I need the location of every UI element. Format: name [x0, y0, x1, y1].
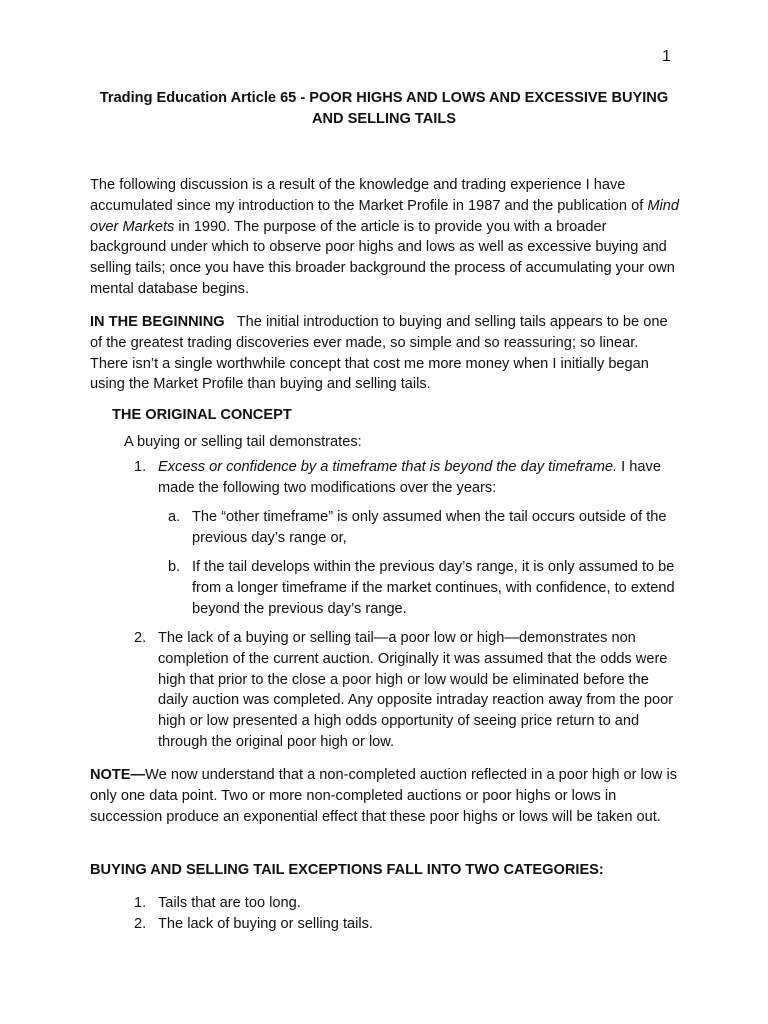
sub-item-a-text: The “other timeframe” is only assumed when the tail occurs outside of the previous day’s range or,: [192, 509, 667, 546]
beginning-heading: IN THE BEGINNING: [90, 314, 225, 330]
sub-item-b-letter: b.: [168, 559, 181, 575]
intro-text-1: The following discussion is a result of the knowledge and trading experience I have accumulated since my introduction to the Market Profile in 1987 and the publication of: [90, 177, 648, 214]
note-paragraph: [90, 765, 680, 827]
list-item-1-italic: Excess or confidence by a timeframe that is beyond the day timeframe.: [158, 459, 618, 475]
list-item-1-text: [158, 457, 682, 499]
intro-text-2: in 1990. The purpose of the article is to provide you with a broader background under which to observe poor highs and lows as well as excessive buying and selling tails; once you have this broader background the process of accumulating your own mental database begins.: [90, 218, 675, 297]
exceptions-item-2-text: The lack of buying or selling tails.: [158, 916, 373, 932]
list-item-1-number: 1.: [134, 459, 147, 475]
page-number: 1: [662, 48, 671, 65]
list-item-2-number: 2.: [134, 630, 147, 646]
book-title: Mind over Markets: [90, 197, 679, 235]
beginning-text: The initial introduction to buying and selling tails appears to be one of the greatest trading discoveries ever made, so simple and so reassuring; so linear. There isn’t a single worthwhile concept that cost me more money when I initially began using the Market Profile than buying and selling tails.: [90, 314, 668, 393]
list-item-2-text: The lack of a buying or selling tail—a poor low or high—demonstrates non completion of the current auction. Originally it was assumed that the odds were high that prior to the close a poor high or low would be eliminated before the daily auction was completed. Any opposite intraday reaction away from the poor high or low presented a high odds opportunity of seeing price return to and through the original poor high or low.: [158, 630, 674, 750]
exceptions-heading: BUYING AND SELLING TAIL EXCEPTIONS FALL INTO TWO CATEGORIES:: [90, 862, 604, 878]
exceptions-item-1-number: 1.: [134, 895, 147, 911]
exceptions-item-1-text: Tails that are too long.: [158, 895, 301, 911]
sub-item-a-letter: a.: [168, 509, 181, 525]
document-title: Trading Education Article 65 - POOR HIGHS AND LOWS AND EXCESSIVE BUYING AND SELLING TAILS: [99, 90, 669, 127]
beginning-paragraph: [90, 312, 680, 395]
note-text: We now understand that a non-completed auction reflected in a poor high or low is only one data point. Two or more non-completed auctions or poor highs or lows in succession produce an exponential effect that these poor highs or lows will be taken out.: [90, 767, 678, 825]
list-item-1-rest: I have made the following two modifications over the years:: [158, 459, 661, 496]
sub-item-b-text: If the tail develops within the previous day’s range, it is only assumed to be from a longer timeframe if the market continues, with confidence, to extend beyond the previous day’s range.: [192, 559, 675, 617]
exceptions-item-2-number: 2.: [134, 916, 147, 932]
original-concept-heading: THE ORIGINAL CONCEPT: [112, 407, 292, 423]
note-label: NOTE—: [90, 767, 146, 783]
intro-paragraph: [90, 175, 680, 300]
original-concept-lead: A buying or selling tail demonstrates:: [124, 434, 362, 450]
